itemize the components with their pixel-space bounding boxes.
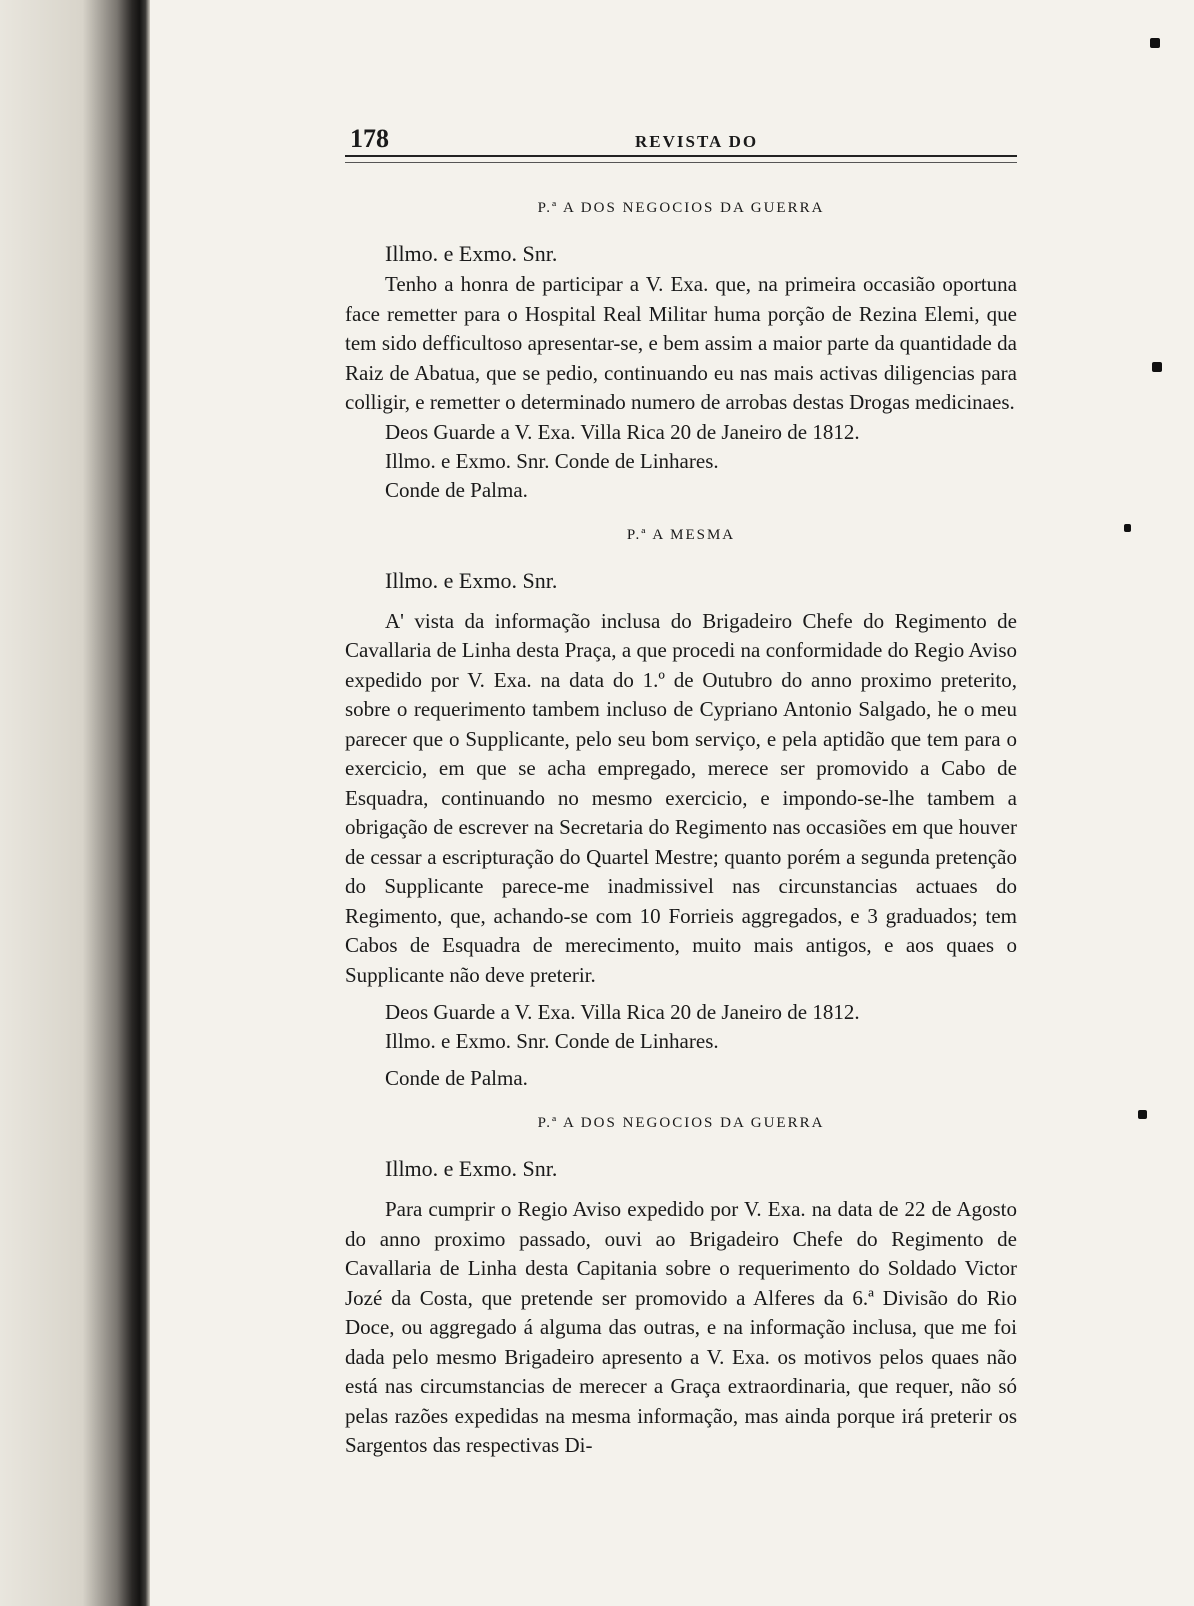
letter-3 [345, 1115, 1017, 1461]
running-head [350, 118, 1030, 158]
letter-heading: P.ª A DOS NEGOCIOS DA GUERRA [537, 200, 825, 216]
margin-ink-mark [1138, 1110, 1147, 1119]
letter-closing-date: Deos Guarde a V. Exa. Villa Rica 20 de Janeiro de 1812. [385, 419, 860, 444]
letter-signature: Conde de Palma. [385, 1066, 528, 1090]
letter-body: Para cumprir o Regio Aviso expedido por V. Exa. na data de 22 de Agosto do anno proximo passado, ouvi ao Brigadeiro Chefe do Regimento de Cavallaria de Linha desta Capitania sobre o requerimento do Soldado Victor Jozé da Costa, que pretende ser promovido a Alferes da 6.ª Divisão do Rio Doce, ou aggregado á alguma das outras, e na informação inclusa, que me foi dada pelo mesmo Brigadeiro apresento a V. Exa. os motivos pelos quaes não está nas circumstancias de merecer a Graça extraordinaria, que requer, não só pelas razões expedidas na mesma informação, mas ainda porque irá preterir os Sargentos das respectivas Di- [345, 1197, 1017, 1457]
book-binding-edge [0, 0, 150, 1606]
margin-ink-mark [1152, 362, 1162, 372]
margin-ink-mark [1124, 524, 1131, 532]
page-number: 178 [350, 124, 389, 153]
letter-salutation: Illmo. e Exmo. Snr. [385, 1156, 558, 1181]
letter-signature: Conde de Palma. [385, 477, 528, 502]
letter-heading: P.ª A DOS NEGOCIOS DA GUERRA [537, 1115, 825, 1131]
running-title: REVISTA DO [635, 132, 759, 151]
letter-1 [345, 200, 1017, 505]
letter-body: Tenho a honra de participar a V. Exa. que, na primeira occasião oportuna face remetter para o Hospital Real Militar huma porção de Rezina Elemi, que tem sido defficultoso apresentar-se, e bem assim a maior parte da quantidade da Raiz de Abatua, que se pedio, continuando eu nas mais activas diligencias para colligir, e remetter o determinado numero de arrobas destas Drogas medicinaes. [345, 272, 1017, 414]
header-rule [345, 155, 1017, 163]
page-content [345, 200, 1017, 1461]
letter-salutation: Illmo. e Exmo. Snr. [385, 567, 558, 593]
letter-salutation: Illmo. e Exmo. Snr. [385, 241, 558, 266]
letter-heading: P.ª A MESMA [626, 526, 736, 543]
letter-closing-addressee: Illmo. e Exmo. Snr. Conde de Linhares. [385, 448, 719, 473]
margin-ink-mark [1150, 38, 1160, 48]
letter-closing-addressee: Illmo. e Exmo. Snr. Conde de Linhares. [385, 1029, 719, 1053]
letter-closing-date: Deos Guarde a V. Exa. Villa Rica 20 de Janeiro de 1812. [385, 1000, 860, 1024]
letter-2 [345, 527, 1017, 1094]
book-page [345, 0, 1030, 1606]
letter-body: A' vista da informação inclusa do Brigadeiro Chefe do Regimento de Cavallaria de Linha desta Praça, a que procedi na conformidade do Regio Aviso expedido por V. Exa. na data do 1.º de Outubro do anno proximo preterito, sobre o requerimento tambem incluso de Cypriano Antonio Salgado, he o meu parecer que o Supplicante, pelo seu bom serviço, e pela aptidão que tem para o exercicio, em que se acha empregado, merece ser promovido a Cabo de Esquadra, continuando no mesmo exercicio, e impondo-se-lhe tambem a obrigação de escrever na Secretaria do Regimento nas occasiões em que houver de cessar a escripturação do Quartel Mestre; quanto porém a segunda pretenção do Supplicante parece-me inadmissivel nas circunstancias actuaes do Regimento, que, achando-se com 10 Forrieis aggregados, e 3 graduados; tem Cabos de Esquadra de merecimento, muito mais antigos, e aos quaes o Supplicante não deve preterir. [345, 608, 1017, 987]
